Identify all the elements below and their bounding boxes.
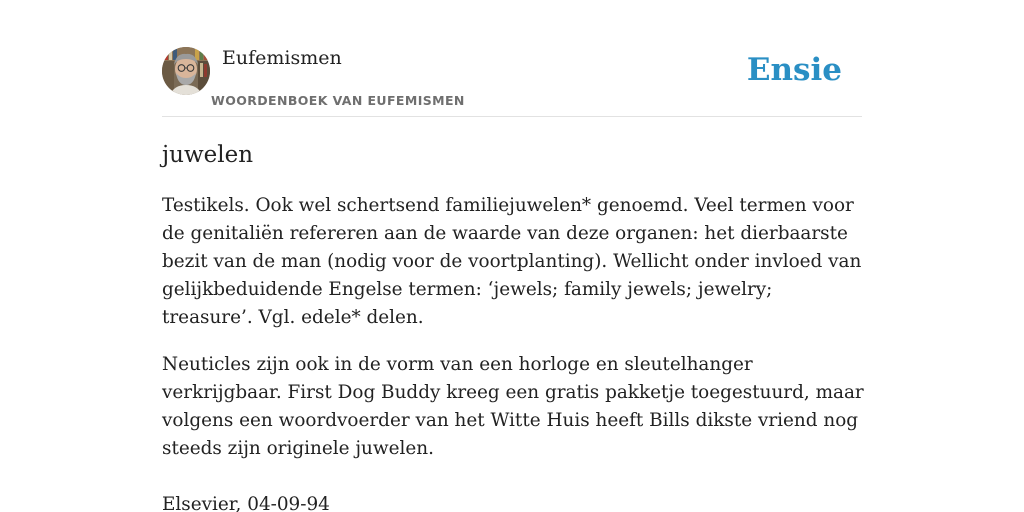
entry-body: [162, 192, 867, 512]
header: [162, 46, 862, 117]
dictionary-subtitle[interactable]: WOORDENBOEK VAN EUFEMISMEN: [211, 93, 465, 108]
avatar-image: [162, 47, 210, 95]
author-name[interactable]: Eufemismen: [222, 47, 342, 69]
avatar[interactable]: [162, 47, 210, 95]
entry-paragraph: Testikels. Ook wel schertsend familiejuwelen* genoemd. Veel termen voor de genitaliën refereren aan de waarde van deze organen: het dierbaarste bezit van de man (nodig voor de voortplanting). Wellicht onder invloed van gelijkbeduidende Engelse termen: ‘jewels; family jewels; jewelry; treasure’. Vgl. edele* delen.: [162, 195, 862, 328]
entry-paragraph: Neuticles zijn ook in de vorm van een horloge en sleutelhanger verkrijgbaar. First Dog Buddy kreeg een gratis pakketje toegestuurd, maar volgens een woordvoerder van het Witte Huis heeft Bills dikste vriend nog steeds zijn originele juwelen.: [162, 354, 864, 459]
ensie-logo[interactable]: Ensie: [746, 52, 842, 88]
page-title: juwelen: [162, 142, 254, 168]
entry-source: Elsevier, 04-09-94: [162, 494, 330, 512]
